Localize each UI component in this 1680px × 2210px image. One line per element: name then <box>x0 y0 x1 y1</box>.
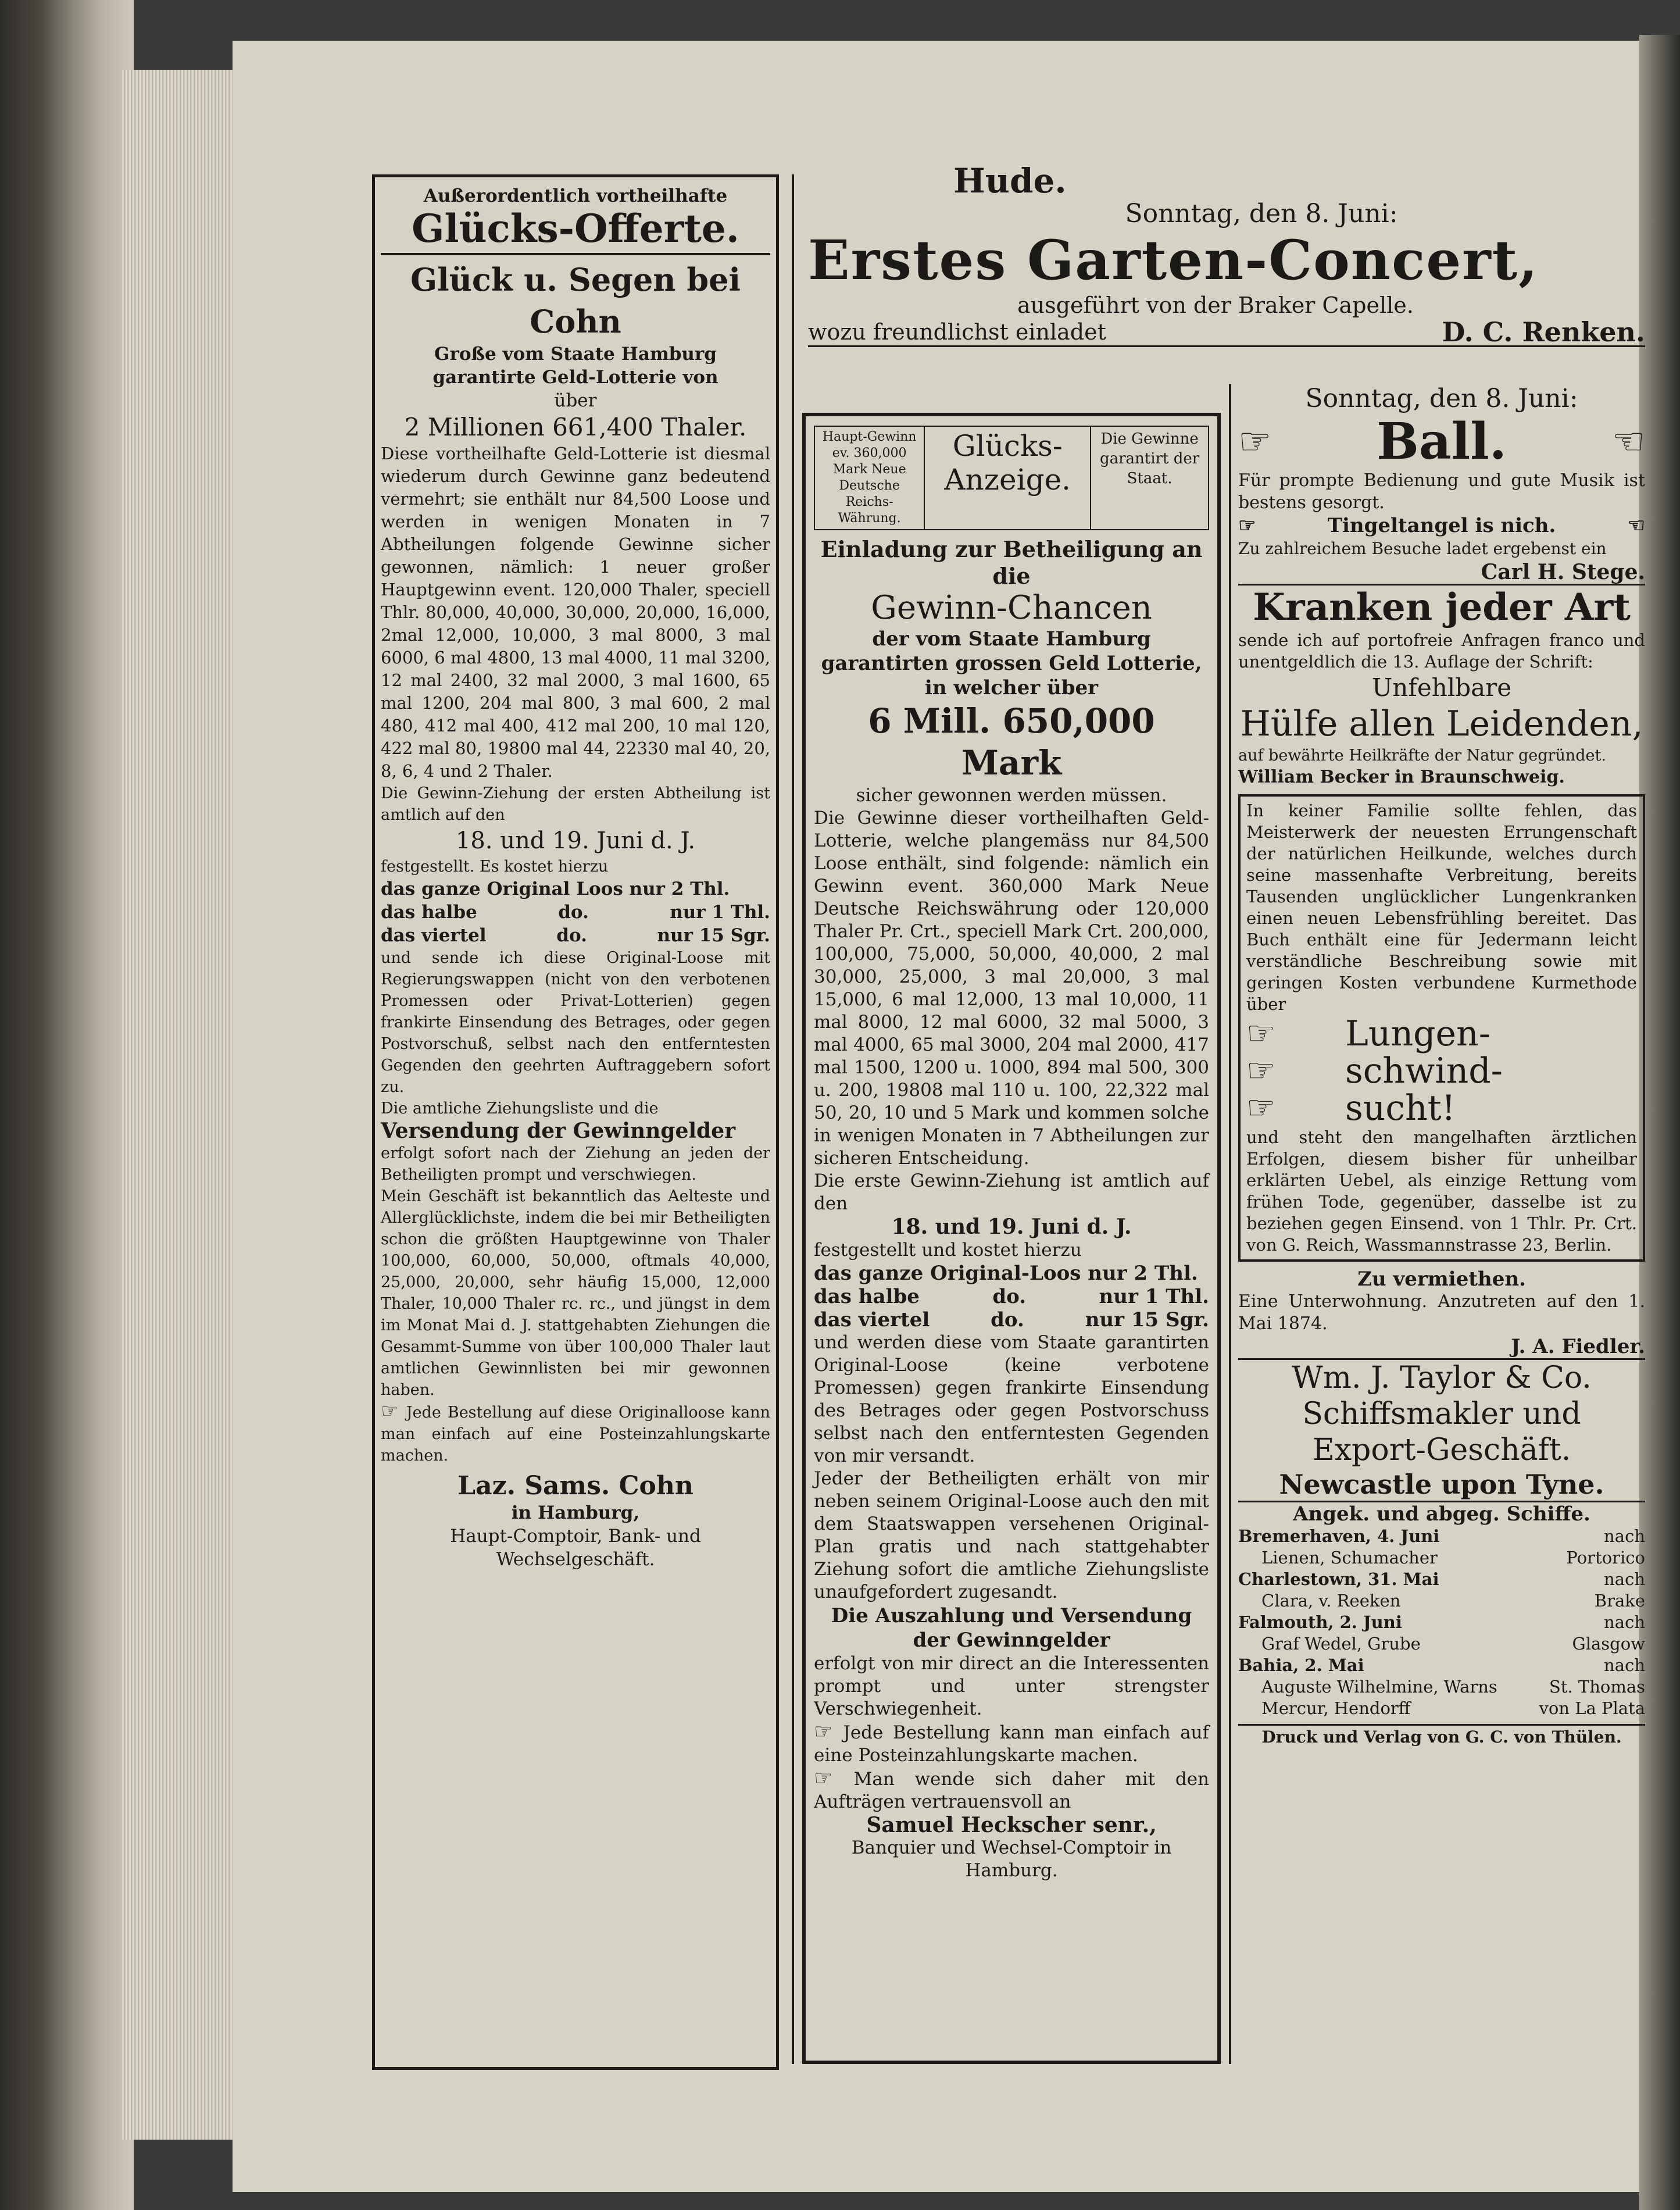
ship-row <box>1238 1698 1645 1719</box>
pointing-hand-left-icon: ☜ <box>1611 420 1645 463</box>
signature-line3: Haupt-Comptoir, Bank- und <box>450 1526 701 1547</box>
price-whole: das ganze Original Loos nur 2 Thl. <box>381 879 730 899</box>
hude-concert-advert <box>808 163 1645 372</box>
advert-text6: Versendung der Gewinngelder <box>381 1119 736 1143</box>
pointing-hand-icon: ☞ <box>814 1720 843 1744</box>
ship-row <box>1238 1526 1645 1547</box>
lung-title-2: schwind- <box>1345 1051 1503 1091</box>
price-quarter <box>381 924 770 947</box>
ship-dest: von La Plata <box>1539 1698 1645 1718</box>
lottery-text5: Jeder der Betheiligten erhält von mir neben seinem Original-Loose auch den mit dem Staatswappen versehenen Original-Plan gratis und nach stattgehabter Ziehung sofort die amtliche Ziehungsliste unaufgefordert zugesandt. <box>814 1468 1209 1602</box>
column-rule-1 <box>792 174 794 2064</box>
lung-title-1: Lungen- <box>1345 1013 1490 1054</box>
lottery-price-quarter-value: nur 15 Sgr. <box>1085 1308 1209 1331</box>
lottery-sig2: Banquier und Wechsel-Comptoir in Hamburg. <box>851 1837 1172 1881</box>
rent-text: Eine Unterwohnung. Anzutreten auf den 1. Mai 1874. <box>1238 1291 1645 1334</box>
ball-text2: Zu zahlreichem Besuche ladet ergebenst ein <box>1238 539 1607 558</box>
ship-dest: nach <box>1604 1526 1645 1546</box>
lottery-price-whole: das ganze Original-Loos nur 2 Thl. <box>814 1262 1198 1285</box>
ship-dest: Portorico <box>1566 1548 1645 1568</box>
price-quarter-value: nur 15 Sgr. <box>657 925 770 946</box>
lottery-sig1: Samuel Heckscher senr., <box>866 1813 1157 1837</box>
price-half-label: das halbe <box>381 902 477 923</box>
advert-text8: Mein Geschäft ist bekanntlich das Aelteste und Allerglücklichste, indem die bei mir Betheiligten schon die größten Hauptgewinne von Thaler 100,000, 60,000, 50,000, oftmals 40,000, 25,000, 20,000, sehr häufig 15,000, 12,000 Thaler, 10,000 Thaler rc. rc., und jüngst in dem im Monat Mai d. J. stattgehabten Ziehungen die Gesammt-Summe von über 100,000 Thaler laut amtlichen Gewinnlisten bei mir gewonnen haben. <box>381 1187 770 1399</box>
concert-host: D. C. Renken. <box>1442 316 1645 348</box>
lung-text1: In keiner Familie sollte fehlen, das Meisterwerk der neuesten Errungenschaft der natürlichen Heilkunde, welches durch seine massenhafte Verbreitung, bereits Tausenden unglücklicher Lungenkranken einen neuen Lebensfrühling bereitet. Das Buch enthält eine für Jedermann leicht verständliche Beschreibung sowie mit geringen Kosten verbundene Kurmethode über <box>1246 801 1637 1014</box>
lottery-text1: Die Gewinne dieser vortheilhaften Geld-Lotterie, welche plangemäss nur 84,500 Loose enthält, sind folgende: nämlich ein Gewinn event. 360,000 Mark Neue Deutsche Reichswährung oder 120,000 Thaler Pr. Crt., speciell Mark Crt. 200,000, 100,000, 75,000, 50,000, 40,000, 2 mal 30,000, 25,000, 3 mal 20,000, 3 mal 15,000, 6 mal 12,000, 13 mal 10,000, 11 mal 8000, 12 mal 6000, 32 mal 5000, 3 mal 4000, 65 mal 3000, 204 mal 2000, 417 mal 1500, 1200 u. 1000, 894 mal 500, 300 u. 200, 19808 mal 110 u. 100, 22,322 mal 50, 20, 10 und 5 Mark und kommen solche in wenigen Monaten in 7 Abtheilungen zur sicheren Entscheidung. <box>814 808 1209 1169</box>
advert-headline: Glück u. Segen bei Cohn <box>410 261 741 340</box>
price-quarter-label: das viertel <box>381 925 487 946</box>
ball-text1: Für prompte Bedienung und gute Musik ist bestens gesorgt. <box>1238 470 1645 513</box>
ship-row <box>1238 1547 1645 1569</box>
glucks-anzeige-header <box>814 426 1209 530</box>
ball-sig: Carl H. Stege. <box>1238 560 1645 585</box>
pointing-hand-icon: ☜ <box>1627 514 1645 537</box>
advert-text2: Die Gewinn-Ziehung der ersten Abtheilung ist amtlich auf den <box>381 784 770 824</box>
concert-date: Sonntag, den 8. Juni: <box>1125 199 1398 229</box>
box-right: Die Gewinne garantirt der Staat. <box>1090 427 1208 529</box>
taylor-line3: Export-Geschäft. <box>1312 1433 1571 1468</box>
lottery-price-quarter-ditto: do. <box>991 1308 1024 1331</box>
ball-line <box>1238 414 1645 470</box>
price-quarter-ditto: do. <box>556 925 587 946</box>
advert-text3: festgestellt. Es kostet hierzu <box>381 858 609 876</box>
ship-port: Graf Wedel, Grube <box>1261 1634 1421 1654</box>
ship-dest: St. Thomas <box>1549 1677 1645 1697</box>
column-rule-2 <box>1229 384 1231 2064</box>
advert-subhead2: garantirte Geld-Lotterie von <box>432 367 719 388</box>
ship-port: Bremerhaven, 4. Juni <box>1238 1526 1440 1546</box>
concert-invite: wozu freundlichst einladet <box>808 319 1106 345</box>
ship-dest: nach <box>1604 1612 1645 1632</box>
price-half <box>381 901 770 924</box>
lottery-price-quarter <box>814 1308 1209 1331</box>
lottery-sub1: der vom Staate Hamburg garantirten grossen Geld Lotterie, in welcher über <box>821 627 1202 699</box>
lottery-dates: 18. und 19. Juni d. J. <box>891 1215 1132 1239</box>
advert-text4: und sende ich diese Original-Loose mit Regierungswappen (nicht von den verbotenen Promessen oder Privat-Lotterien) gegen frankirte Einsendung des Betrages, oder gegen Postvorschuß, selbst nach den entferntesten Gegenden den geehrten Auftraggebern sofort zu. <box>381 949 770 1096</box>
lottery-text9 <box>814 1767 1209 1813</box>
lung-title-block <box>1246 1015 1637 1127</box>
signature-line4: Wechselgeschäft. <box>496 1549 655 1570</box>
ship-row <box>1238 1612 1645 1633</box>
invite: Einladung zur Betheiligung an die <box>820 536 1203 589</box>
concert-line1: ausgeführt von der Braker Capelle. <box>1017 292 1414 318</box>
cohn-lottery-advert <box>372 174 779 2070</box>
ship-port: Charlestown, 31. Mai <box>1238 1569 1439 1589</box>
advert-text5: Die amtliche Ziehungsliste und die <box>381 1099 659 1118</box>
ship-port: Falmouth, 2. Juni <box>1238 1612 1402 1632</box>
lottery-price-half-label: das halbe <box>814 1285 920 1308</box>
ship-row <box>1238 1655 1645 1676</box>
ships-list <box>1238 1526 1645 1719</box>
heckscher-lottery-advert <box>802 413 1221 2064</box>
chances: Gewinn-Chancen <box>871 589 1152 627</box>
taylor-line1: Wm. J. Taylor & Co. <box>1292 1361 1592 1395</box>
advert-text9-body: Jede Bestellung auf diese Originalloose kann man einfach auf eine Posteinzahlungskarte machen. <box>381 1404 770 1465</box>
advert-subhead1: Große vom Staate Hamburg <box>434 344 717 365</box>
signature-name: Laz. Sams. Cohn <box>457 1471 694 1501</box>
advert-title-line2: Glücks-Offerte. <box>412 206 739 251</box>
imprint: Druck und Verlag von G. C. von Thülen. <box>1238 1724 1645 1749</box>
ship-row <box>1238 1590 1645 1612</box>
price-half-value: nur 1 Thl. <box>670 902 770 923</box>
page-edges <box>122 70 241 2140</box>
kranken-text4: auf bewährte Heilkräfte der Natur gegründet. <box>1238 747 1606 765</box>
advert-subhead3: über <box>554 390 597 411</box>
tingel-text: Tingeltangel is nich. <box>1327 514 1556 537</box>
huelfe-title: Hülfe allen Leidenden, <box>1240 704 1643 744</box>
price-half-ditto: do. <box>558 902 589 923</box>
ship-dest: nach <box>1604 1655 1645 1675</box>
kranken-text3: sende ich auf portofreie Anfragen franco und unentgeldlich die 13. Auflage der Schrift: <box>1238 630 1645 672</box>
right-page-shadow <box>1639 35 1680 2210</box>
ship-port: Auguste Wilhelmine, Warns <box>1261 1677 1497 1697</box>
divider <box>381 253 770 255</box>
concert-place: Hude. <box>953 161 1067 201</box>
lottery-text7: erfolgt von mir direct an die Interessenten prompt und unter strengster Verschwiegenheit. <box>814 1653 1209 1719</box>
lottery-text8 <box>814 1720 1209 1767</box>
book-binding <box>0 0 134 2210</box>
concert-title: Erstes Garten-Concert, <box>808 229 1539 292</box>
ship-port: Bahia, 2. Mai <box>1238 1655 1364 1675</box>
advert-title-line1: Außerordentlich vortheilhafte <box>423 185 728 206</box>
ship-row <box>1238 1633 1645 1655</box>
lung-advert-box <box>1238 794 1645 1262</box>
lung-title-3: sucht! <box>1345 1088 1456 1129</box>
pointing-hand-icon: ☞ <box>381 1399 406 1423</box>
ship-dest: Glasgow <box>1572 1634 1645 1654</box>
box-mid: Glücks-Anzeige. <box>944 429 1071 497</box>
box-left: Haupt-Gewinn ev. 360,000 Mark Neue Deutsche Reichs-Währung. <box>815 427 925 529</box>
rent-sig: J. A. Fiedler. <box>1238 1335 1645 1360</box>
pointing-hand-icon: ☞ <box>814 1766 854 1790</box>
pointing-hands-icon: ☞ ☞ ☞ <box>1246 1015 1276 1127</box>
ship-dest: nach <box>1604 1569 1645 1589</box>
lottery-text3: festgestellt und kostet hierzu <box>814 1240 1082 1261</box>
kranken-text5: William Becker in Braunschweig. <box>1238 767 1565 787</box>
right-column-adverts <box>1238 384 1645 2064</box>
ship-port: Mercur, Hendorff <box>1261 1698 1411 1718</box>
concert-line2 <box>808 316 1645 348</box>
lottery-text9-body: Man wende sich daher mit den Aufträgen vertrauensvoll an <box>814 1769 1209 1812</box>
ship-row <box>1238 1569 1645 1590</box>
ships-title: Angek. und abgeg. Schiffe. <box>1293 1502 1590 1526</box>
lottery-price-quarter-label: das viertel <box>814 1308 930 1331</box>
lottery-text2: Die erste Gewinn-Ziehung ist amtlich auf den <box>814 1170 1209 1214</box>
draw-dates: 18. und 19. Juni d. J. <box>455 827 696 854</box>
lottery-price-half-value: nur 1 Thl. <box>1099 1285 1209 1308</box>
ball-title: Ball. <box>1377 412 1507 471</box>
kranken-title: Kranken jeder Art <box>1253 585 1631 629</box>
lottery-price-half-ditto: do. <box>992 1285 1027 1308</box>
lottery-amount: 6 Mill. 650,000 Mark <box>868 701 1155 783</box>
taylor-line4: Newcastle upon Tyne. <box>1238 1468 1645 1502</box>
ball-tingel <box>1238 514 1645 537</box>
lung-text2: und steht den mangelhaften ärztlichen Erfolgen, diesem bisher für unheilbar erklärten Uebel, als einzige Rettung vom frühen Tode, gegenüber, dasselbe ist zu beziehen gegen Einsend. von 1 Thlr. Pr. Crt. von G. Reich, Wassmannstrasse 23, Berlin. <box>1246 1127 1637 1255</box>
advert-amount: 2 Millionen 661,400 Thaler. <box>404 413 747 441</box>
ship-port: Clara, v. Reeken <box>1261 1591 1401 1611</box>
lottery-text6: Die Auszahlung und Versendung der Gewinngelder <box>831 1604 1192 1652</box>
rent-title: Zu vermiethen. <box>1357 1268 1526 1291</box>
ball-date: Sonntag, den 8. Juni: <box>1305 384 1578 413</box>
taylor-line2: Schiffsmakler und <box>1302 1397 1581 1431</box>
lottery-text4: und werden diese vom Staate garantirten Original-Loose (keine verbotene Promessen) gegen frankirte Einsendung des Betrages oder gegen Postvorschuss selbst nach den entferntesten Gegenden von mir versandt. <box>814 1332 1209 1466</box>
advert-text9 <box>381 1401 770 1466</box>
pointing-hand-right-icon: ☞ <box>1238 420 1272 463</box>
advert-text1: Diese vortheilhafte Geld-Lotterie ist diesmal wiederum durch Gewinne ganz bedeutend vermehrt; sie enthält nur 84,500 Loose und werden in wenigen Monaten in 7 Abtheilungen folgende Gewinne sicher gewonnen, nämlich: 1 neuer großer Hauptgewinn event. 120,000 Thaler, speciell Thlr. 80,000, 40,000, 30,000, 20,000, 16,000, 2mal 12,000, 10,000, 3 mal 8000, 3 mal 6000, 6 mal 4800, 13 mal 4000, 11 mal 3200, 12 mal 2400, 32 mal 2000, 3 mal 1600, 65 mal 1200, 204 mal 800, 3 mal 600, 2 mal 480, 412 mal 400, 412 mal 200, 10 mal 120, 422 mal 80, 19800 mal 44, 22330 mal 40, 20, 8, 6, 4 und 2 Thaler. <box>381 444 770 781</box>
lottery-price-half <box>814 1285 1209 1308</box>
lottery-text8-body: Jede Bestellung kann man einfach auf eine Posteinzahlungskarte machen. <box>814 1722 1209 1766</box>
pointing-hand-icon: ☞ <box>1238 514 1256 537</box>
advert-text7: erfolgt sofort nach der Ziehung an jeden der Betheiligten prompt und verschwiegen. <box>381 1144 770 1184</box>
lung-title <box>1345 1015 1503 1127</box>
ship-dest: Brake <box>1594 1591 1645 1611</box>
unfehlbare: Unfehlbare <box>1371 673 1512 702</box>
lottery-sub2: sicher gewonnen werden müssen. <box>856 785 1167 806</box>
signature-city: in Hamburg, <box>511 1502 640 1523</box>
ship-port: Lienen, Schumacher <box>1261 1548 1438 1568</box>
ship-row <box>1238 1676 1645 1698</box>
